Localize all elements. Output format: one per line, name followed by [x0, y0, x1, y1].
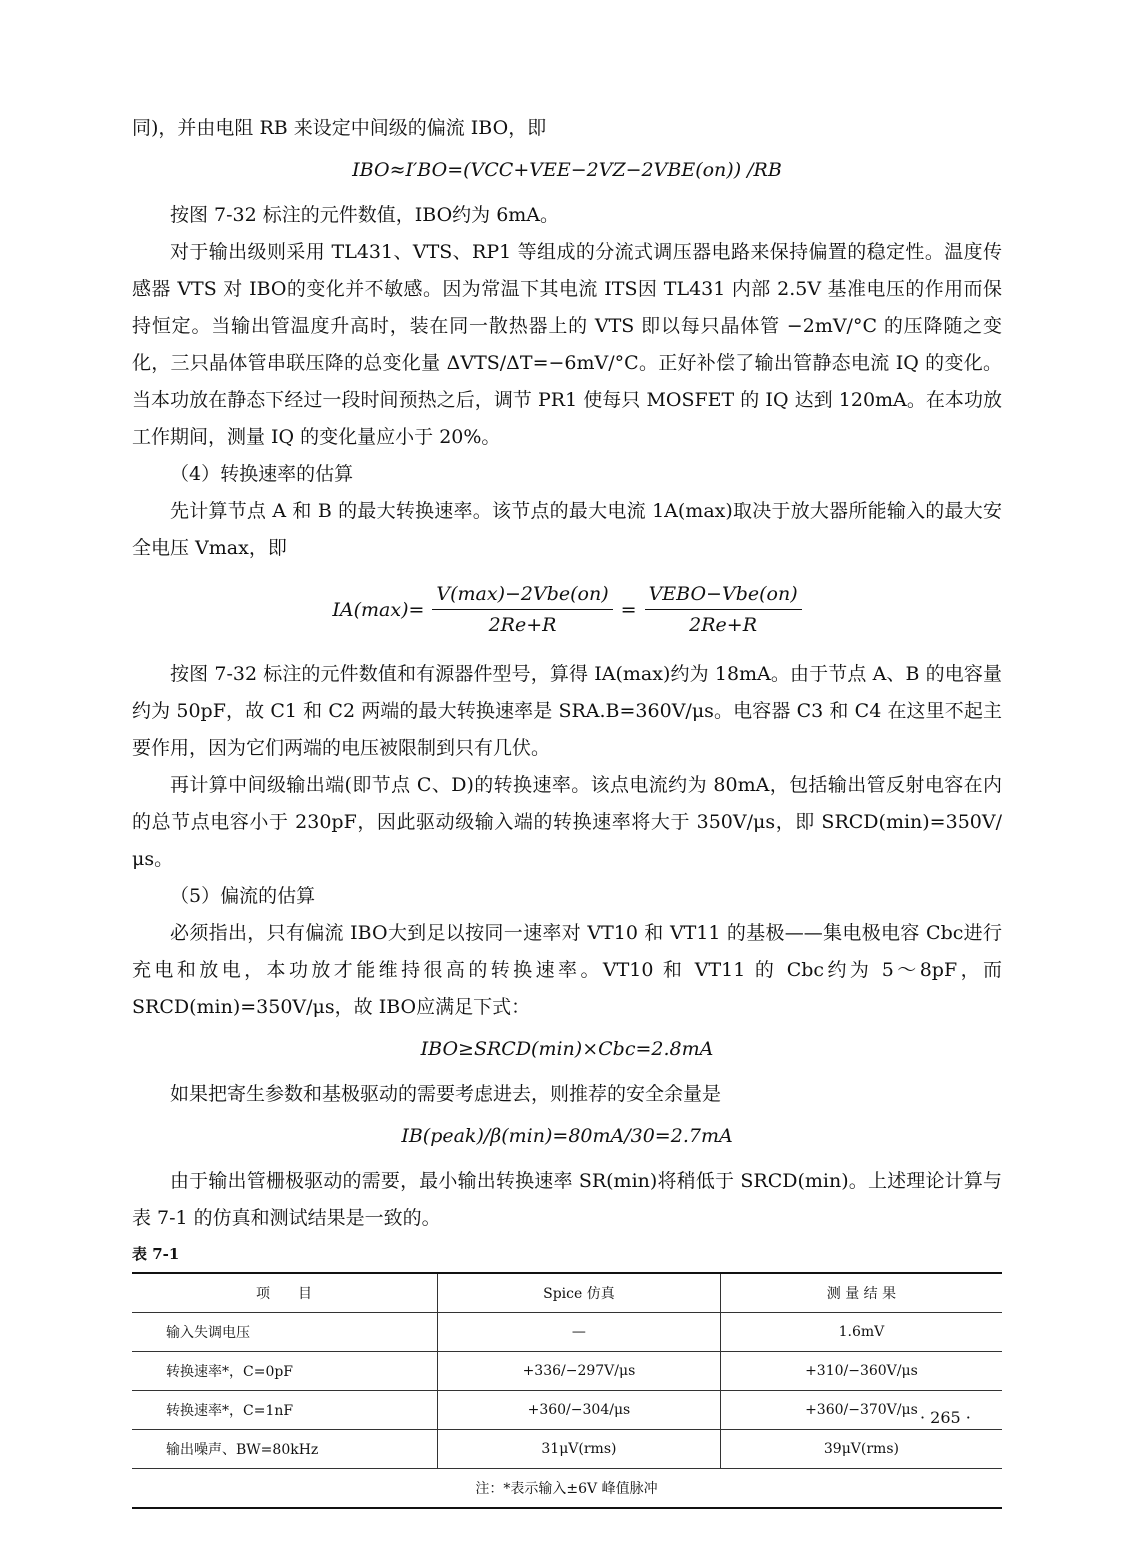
paragraph-7: 必须指出，只有偏流 IBO大到足以按同一速率对 VT10 和 VT11 的基极——集电极电容 Cbc进行充电和放电，本功放才能维持很高的转换速率。VT10 和 VT11 的 Cbc约为 5～8pF，而 SRCD(min)=350V/μs，故 IBO应满足下式： [132, 922, 1002, 1018]
paragraph-5: 按图 7-32 标注的元件数值和有源器件型号，算得 IA(max)约为 18mA。由于节点 A、B 的电容量约为 50pF，故 C1 和 C2 两端的最大转换速率是 SRA.B=360V/μs。电容器 C3 和 C4 在这里不起主要作用，因为它们两端的电压被限制到只有几伏。 [132, 663, 1002, 759]
table-row [132, 1430, 1002, 1469]
table-cell: +360/−370V/μs [720, 1391, 1002, 1430]
table-cell: 39μV(rms) [720, 1430, 1002, 1469]
paragraph-6: 再计算中间级输出端(即节点 C、D)的转换速率。该点电流约为 80mA，包括输出管反射电容在内的总节点电容小于 230pF，因此驱动级输入端的转换速率将大于 350V/μs，即 SRCD(min)=350V/μs。 [132, 774, 1002, 870]
table-row [132, 1391, 1002, 1430]
table-header: Spice 仿真 [438, 1273, 721, 1313]
table-cell: 转换速率*，C=1nF [132, 1391, 438, 1430]
paragraph-1: 同)，并由电阻 RB 来设定中间级的偏流 IBO，即 [132, 117, 547, 139]
heading-slew-rate: （4）转换速率的估算 [170, 463, 354, 485]
equation-ibo: IBO≈I′BO=(VCC+VEE−2VZ−2VBE(on)) /RB [352, 159, 782, 181]
heading-bias-current: （5）偏流的估算 [170, 885, 316, 907]
table-caption: 表 7-1 [132, 1245, 180, 1263]
page-number: · 265 · [920, 1408, 971, 1427]
table-note-row [132, 1469, 1002, 1509]
table-cell: 转换速率*，C=0pF [132, 1352, 438, 1391]
fraction-2-denominator: 2Re+R [689, 614, 758, 636]
table-cell: 输出噪声、BW=80kHz [132, 1430, 438, 1469]
paragraph-3: 对于输出级则采用 TL431、VTS、RP1 等组成的分流式调压器电路来保持偏置的稳定性。温度传感器 VTS 对 IBO的变化并不敏感。因为常温下其电流 ITS因 TL431 内部 2.5V 基准电压的作用而保持恒定。当输出管温度升高时，装在同一散热器上的 VTS 即以每只晶体管 −2mV/°C 的压降随之变化，三只晶体管串联压降的总变化量 ΔVTS/ΔT=−6mV/°C。正好补偿了输出管静态电流 IQ 的变化。当本功放在静态下经过一段时间预热之后，调节 PR1 使每只 MOSFET 的 IQ 达到 120mA。在本功放工作期间，测量 IQ 的变化量应小于 20%。 [132, 241, 1002, 448]
fraction-2-numerator: VEBO−Vbe(on) [645, 581, 802, 610]
paragraph-9: 由于输出管栅极驱动的需要，最小输出转换速率 SR(min)将稍低于 SRCD(min)。上述理论计算与表 7-1 的仿真和测试结果是一致的。 [132, 1170, 1002, 1229]
table-header-row [132, 1273, 1002, 1313]
table-cell: 输入失调电压 [132, 1313, 438, 1352]
table-cell: 31μV(rms) [438, 1430, 721, 1469]
fraction-1-denominator: 2Re+R [488, 614, 557, 636]
equation-ibo-min: IBO≥SRCD(min)×Cbc=2.8mA [420, 1038, 714, 1060]
fraction-1 [432, 581, 612, 638]
table-header: 测 量 结 果 [720, 1273, 1002, 1313]
fraction-2 [645, 581, 802, 638]
table-header: 项 目 [132, 1273, 438, 1313]
paragraph-8: 如果把寄生参数和基极驱动的需要考虑进去，则推荐的安全余量是 [170, 1083, 722, 1105]
table-cell: +310/−360V/μs [720, 1352, 1002, 1391]
table-row [132, 1313, 1002, 1352]
equation-lhs: IA(max)= [332, 598, 425, 621]
results-table [132, 1272, 1002, 1509]
paragraph-2: 按图 7-32 标注的元件数值，IBO约为 6mA。 [170, 204, 560, 226]
table-cell: +360/−304/μs [438, 1391, 721, 1430]
paragraph-4: 先计算节点 A 和 B 的最大转换速率。该节点的最大电流 1A(max)取决于放大器所能输入的最大安全电压 Vmax，即 [132, 500, 1002, 559]
page-body [132, 110, 1002, 1509]
table-note: 注：*表示输入±6V 峰值脉冲 [132, 1469, 1002, 1509]
equation-ia-max [132, 581, 1002, 638]
equation-equals: = [620, 598, 637, 621]
table-row [132, 1352, 1002, 1391]
table-cell: +336/−297V/μs [438, 1352, 721, 1391]
table-cell: — [438, 1313, 721, 1352]
table-cell: 1.6mV [720, 1313, 1002, 1352]
fraction-1-numerator: V(max)−2Vbe(on) [432, 581, 612, 610]
equation-ib-peak: IB(peak)/β(min)=80mA/30=2.7mA [401, 1125, 733, 1147]
